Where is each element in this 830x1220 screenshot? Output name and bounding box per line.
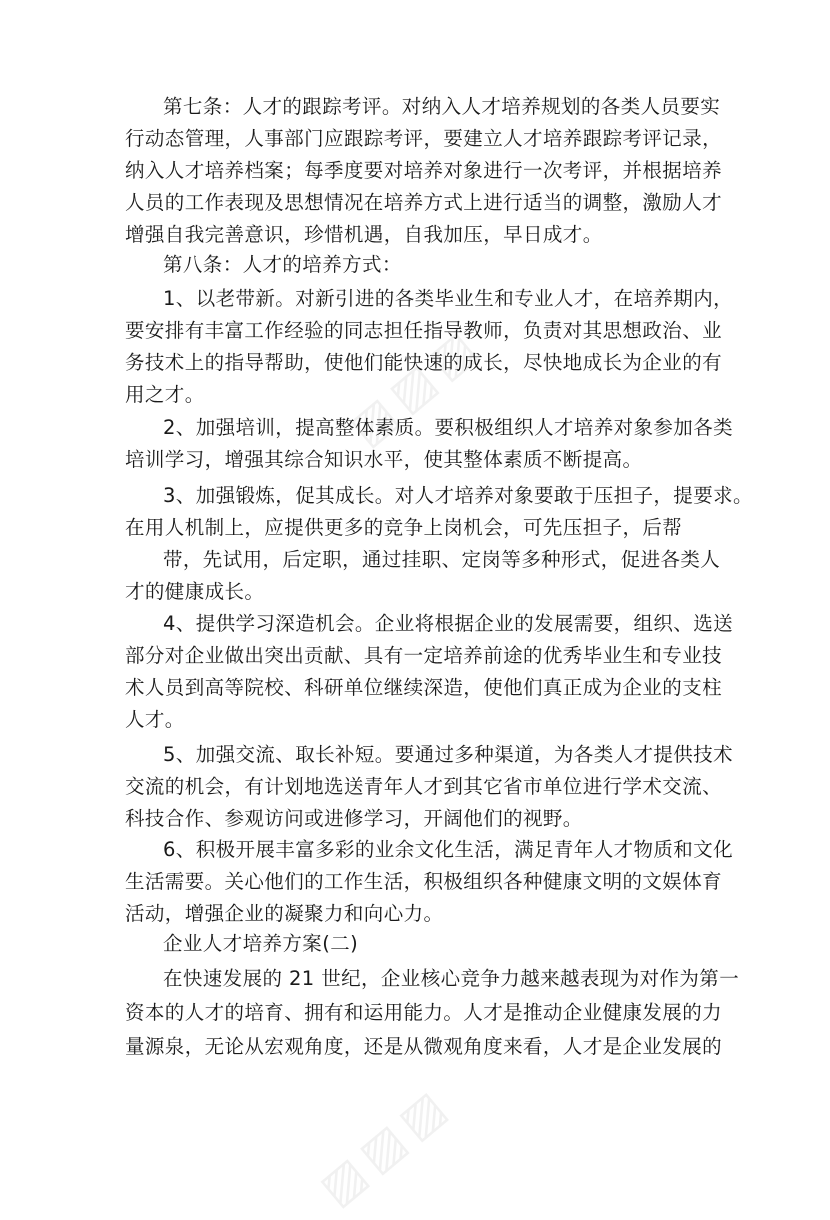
text-line: 人员的工作表现及思想情况在培养方式上进行适当的调整，激励人才 (125, 191, 723, 214)
text-line: 增强自我完善意识，珍惜机遇，自我加压，早日成才。 (125, 223, 603, 246)
text-line: 资本的人才的培育、拥有和运用能力。人才是推动企业健康发展的力 (125, 1001, 723, 1024)
text-line: 1、以老带新。对新引进的各类毕业生和专业人才，在培养期内， (163, 287, 734, 310)
section-title: 企业人才培养方案(二) (163, 932, 359, 955)
text-line: 第七条：人才的跟踪考评。对纳入人才培养规划的各类人员要实 (163, 95, 721, 118)
text-line: 部分对企业做出突出贡献、具有一定培养前途的优秀毕业生和专业技 (125, 644, 723, 667)
text-line: 6、积极开展丰富多彩的业余文化生活，满足青年人才物质和文化 (163, 838, 734, 861)
text-line: 量源泉，无论从宏观角度，还是从微观角度来看，人才是企业发展的 (125, 1035, 723, 1058)
text-line: 行动态管理，人事部门应跟踪考评，要建立人才培养跟踪考评记录， (125, 127, 723, 150)
text-line: 培训学习，增强其综合知识水平，使其整体素质不断提高。 (125, 448, 643, 471)
text-line: 在用人机制上，应提供更多的竞争上岗机会，可先压担子，后帮 (125, 516, 683, 539)
text-line: 带，先试用，后定职，通过挂职、定岗等多种形式，促进各类人 (163, 548, 721, 571)
text-line: 活动，增强企业的凝聚力和向心力。 (125, 902, 444, 925)
watermark: ▨▨▨ (308, 1074, 462, 1216)
text-line: 人才。 (125, 708, 185, 731)
text-line: 生活需要。关心他们的工作生活，积极组织各种健康文明的文娱体育 (125, 870, 723, 893)
text-line: 用之才。 (125, 383, 205, 406)
text-line: 纳入人才培养档案；每季度要对培养对象进行一次考评，并根据培养 (125, 159, 723, 182)
text-line: 在快速发展的 21 世纪，企业核心竞争力越来越表现为对作为第一 (163, 967, 740, 990)
text-line: 5、加强交流、取长补短。要通过多种渠道，为各类人才提供技术 (163, 743, 734, 766)
text-line: 术人员到高等院校、科研单位继续深造，使他们真正成为企业的支柱 (125, 676, 723, 699)
text-line: 3、加强锻炼，促其成长。对人才培养对象要敢于压担子，提要求。 (163, 484, 753, 507)
section-heading: 第八条：人才的培养方式： (163, 253, 402, 276)
watermark: ▨▨▨ (338, 314, 492, 456)
text-line: 交流的机会，有计划地选送青年人才到其它省市单位进行学术交流、 (125, 775, 723, 798)
text-line: 务技术上的指导帮助，使他们能快速的成长，尽快地成长为企业的有 (125, 351, 723, 374)
text-line: 要安排有丰富工作经验的同志担任指导教师，负责对其思想政治、业 (125, 319, 723, 342)
text-line: 2、加强培训，提高整体素质。要积极组织人才培养对象参加各类 (163, 416, 734, 439)
text-line: 才的健康成长。 (125, 580, 265, 603)
text-line: 科技合作、参观访问或进修学习，开阔他们的视野。 (125, 807, 583, 830)
text-line: 4、提供学习深造机会。企业将根据企业的发展需要，组织、选送 (163, 612, 734, 635)
